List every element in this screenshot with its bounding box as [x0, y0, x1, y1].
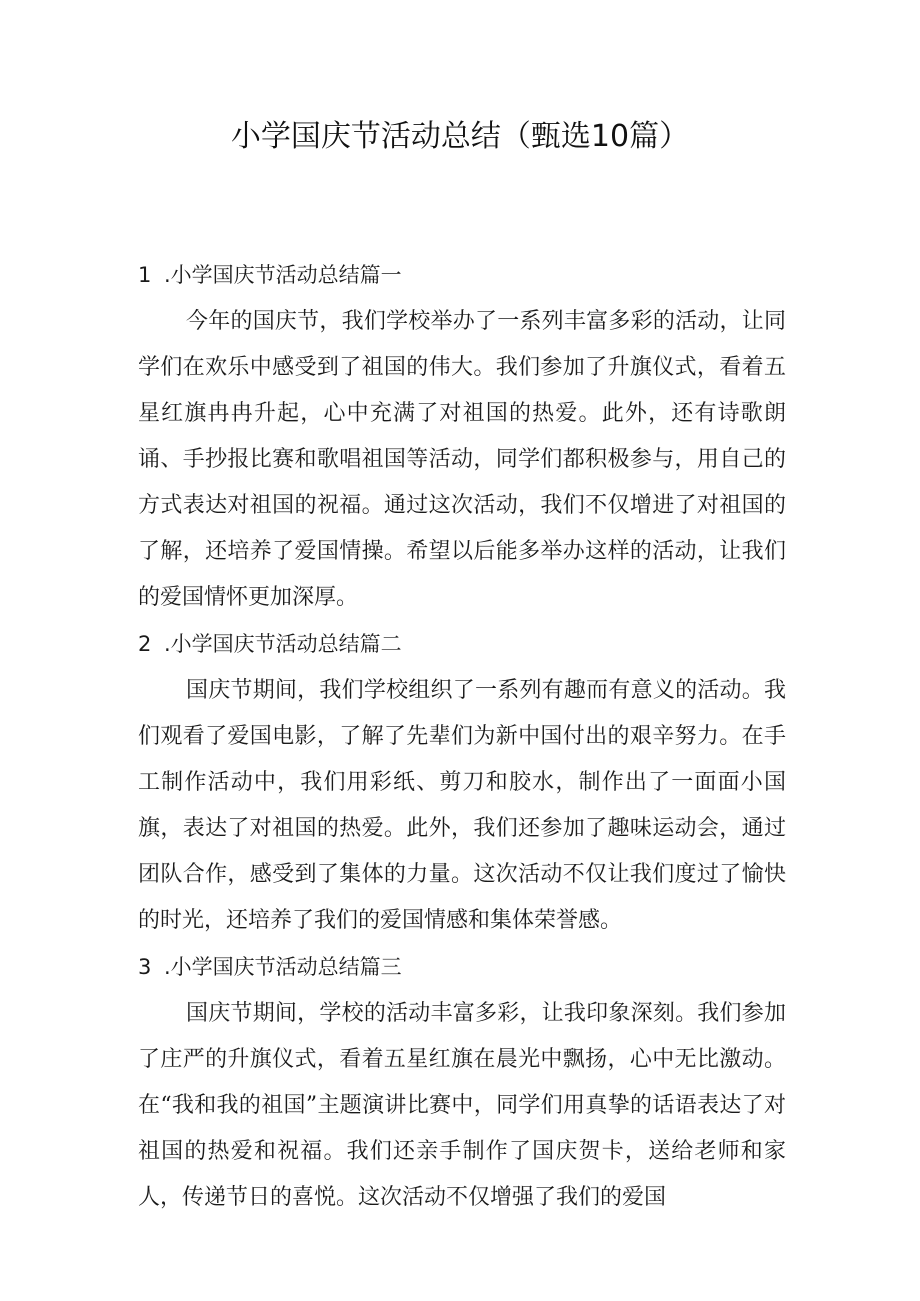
section-heading-text: .小学国庆节活动总结篇三	[164, 955, 402, 979]
section-paragraph: 今年的国庆节，我们学校举办了一系列丰富多彩的活动，让同学们在欢乐中感受到了祖国的伟大。我们参加了升旗仪式，看着五星红旗冉冉升起，心中充满了对祖国的热爱。此外，还有诗歌朗诵、手抄报比赛和歌唱祖国等活动，同学们都积极参与，用自己的方式表达对祖国的祝福。通过这次活动，我们不仅增进了对祖国的了解，还培养了爱国情操。希望以后能多举办这样的活动，让我们的爱国情怀更加深厚。	[138, 309, 786, 610]
section-number: 2	[138, 632, 152, 656]
section-3	[138, 944, 786, 1221]
section-number: 1	[138, 263, 152, 287]
section-heading	[138, 621, 786, 668]
document-title: 小学国庆节活动总结（甄选10篇）	[230, 119, 690, 154]
section-paragraph: 国庆节期间，我们学校组织了一系列有趣而有意义的活动。我们观看了爱国电影，了解了先辈们为新中国付出的艰辛努力。在手工制作活动中，我们用彩纸、剪刀和胶水，制作出了一面面小国旗，表达了对祖国的热爱。此外，我们还参加了趣味运动会，通过团队合作，感受到了集体的力量。这次活动不仅让我们度过了愉快的时光，还培养了我们的爱国情感和集体荣誉感。	[138, 678, 786, 933]
section-heading-text: .小学国庆节活动总结篇二	[164, 632, 402, 656]
section-paragraph: 国庆节期间，学校的活动丰富多彩，让我印象深刻。我们参加了庄严的升旗仪式，看着五星红旗在晨光中飘扬，心中无比激动。在“我和我的祖国”主题演讲比赛中，同学们用真挚的话语表达了对祖国的热爱和祝福。我们还亲手制作了国庆贺卡，送给老师和家人，传递节日的喜悦。这次活动不仅增强了我们的爱国	[138, 1001, 786, 1210]
section-heading	[138, 944, 786, 991]
section-number: 3	[138, 955, 152, 979]
section-heading	[138, 252, 786, 299]
section-1	[138, 252, 786, 621]
section-2	[138, 621, 786, 944]
section-heading-text: .小学国庆节活动总结篇一	[164, 263, 402, 287]
document-body	[138, 252, 786, 1221]
